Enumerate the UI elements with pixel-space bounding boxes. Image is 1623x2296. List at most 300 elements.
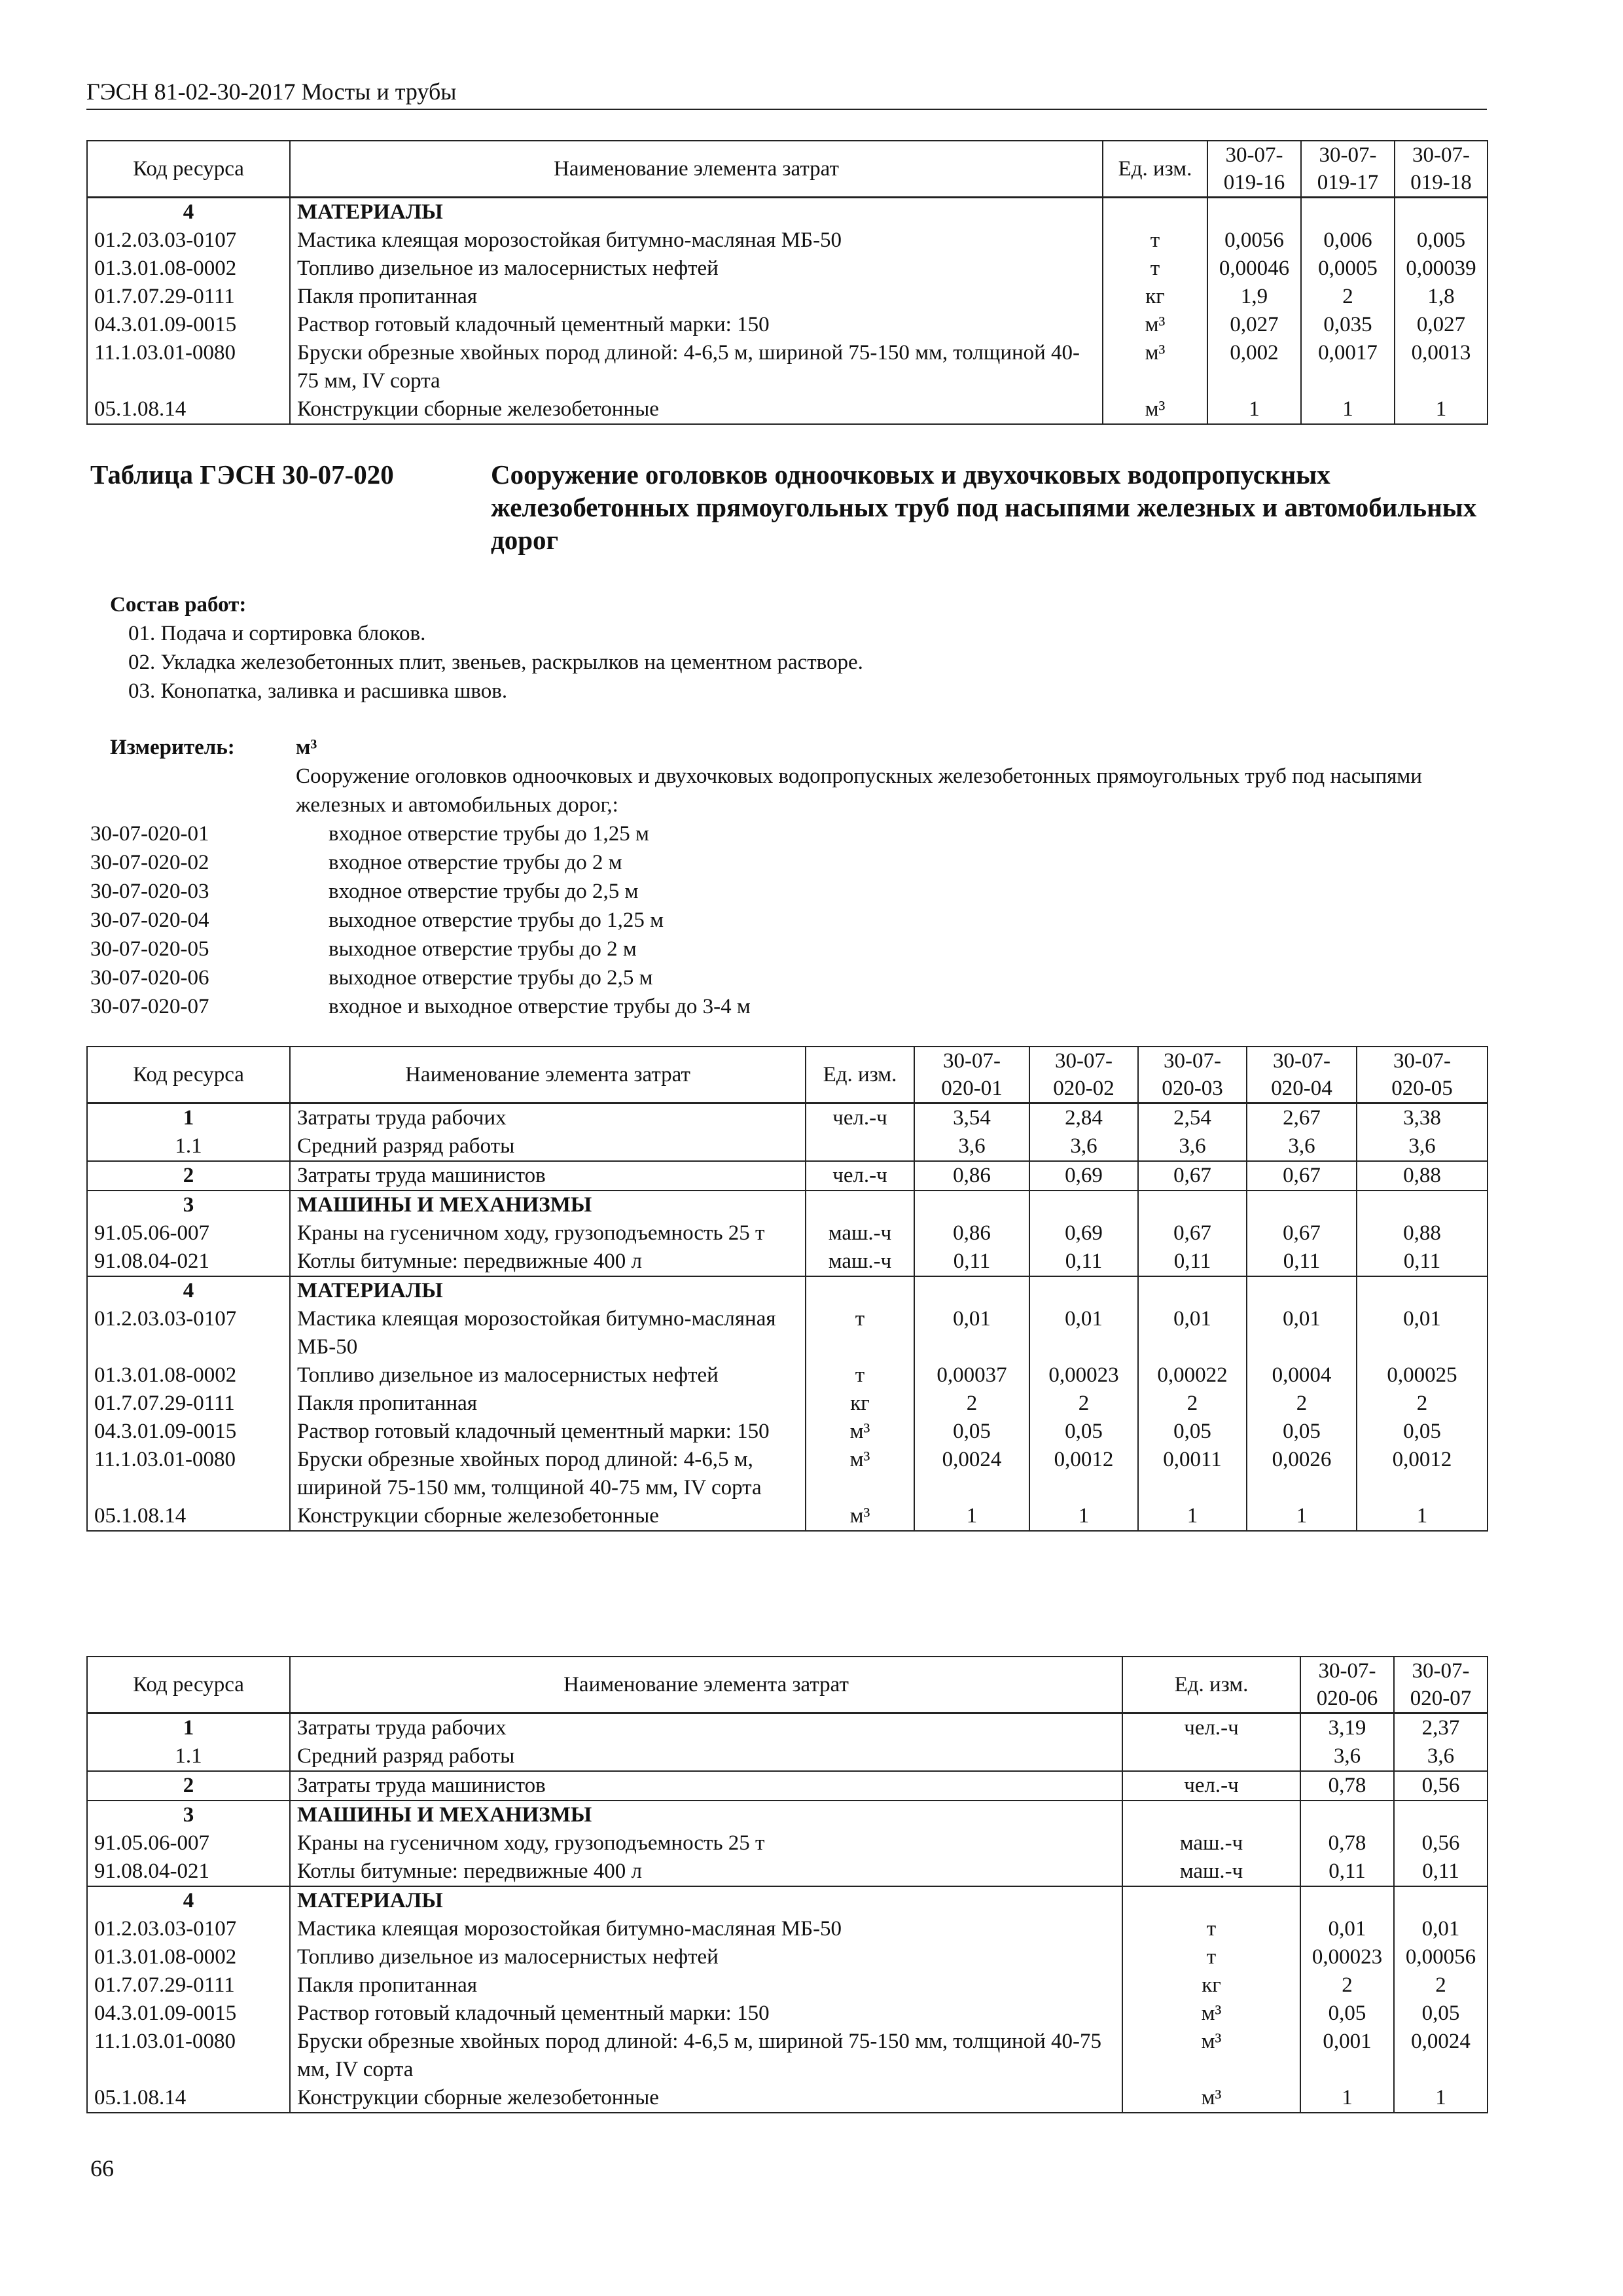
norm-item bbox=[90, 906, 751, 935]
table-row bbox=[87, 255, 1488, 283]
resource-name: МАШИНЫ И МЕХАНИЗМЫ bbox=[290, 1801, 1122, 1829]
norm-value: 1 bbox=[1300, 2084, 1394, 2113]
resource-code: 11.1.03.01-0080 bbox=[87, 339, 290, 395]
header-norm-code: 30-07- 020-02 bbox=[1029, 1047, 1138, 1103]
resource-code: 4 bbox=[87, 1276, 290, 1305]
resource-name: Бруски обрезные хвойных пород длиной: 4-6,5 м, шириной 75-150 мм, толщиной 40-75 мм, IV сорта bbox=[290, 339, 1103, 395]
norm-value: 0,56 bbox=[1394, 1829, 1488, 1857]
norm-list bbox=[90, 819, 751, 1021]
norm-value: 0,0013 bbox=[1395, 339, 1488, 395]
norm-value: 0,78 bbox=[1300, 1829, 1394, 1857]
resource-name: Пакля пропитанная bbox=[290, 283, 1103, 311]
norm-value: 0,69 bbox=[1029, 1161, 1138, 1191]
norm-value: 0,78 bbox=[1300, 1771, 1394, 1801]
norm-value: 0,00046 bbox=[1207, 255, 1301, 283]
norm-value: 0,67 bbox=[1247, 1219, 1357, 1247]
table-row bbox=[87, 1276, 1488, 1305]
resource-name: Краны на гусеничном ходу, грузоподъемность 25 т bbox=[290, 1829, 1122, 1857]
resource-code: 91.08.04-021 bbox=[87, 1857, 290, 1886]
table-row bbox=[87, 1446, 1488, 1502]
header-norm-code: 30-07- 020-04 bbox=[1247, 1047, 1357, 1103]
table-header-row bbox=[87, 1047, 1488, 1103]
norm-value: 1 bbox=[1207, 395, 1301, 424]
table-row bbox=[87, 339, 1488, 395]
table-row bbox=[87, 1361, 1488, 1390]
resource-code: 91.08.04-021 bbox=[87, 1247, 290, 1276]
resource-name: Средний разряд работы bbox=[290, 1132, 806, 1161]
norm-value: 0,01 bbox=[1138, 1305, 1247, 1361]
norm-value: 0,0012 bbox=[1357, 1446, 1488, 1502]
norm-value: 1 bbox=[1029, 1502, 1138, 1531]
resource-unit: м³ bbox=[1103, 311, 1207, 339]
norm-item bbox=[90, 848, 751, 877]
composition-title: Состав работ: bbox=[110, 593, 247, 617]
table-row bbox=[87, 1305, 1488, 1361]
resource-code: 11.1.03.01-0080 bbox=[87, 2028, 290, 2084]
resource-unit: маш.-ч bbox=[806, 1219, 914, 1247]
resource-code: 05.1.08.14 bbox=[87, 2084, 290, 2113]
resource-name: Затраты труда машинистов bbox=[290, 1771, 1122, 1801]
table-row bbox=[87, 1801, 1488, 1829]
resource-code: 01.2.03.03-0107 bbox=[87, 1915, 290, 1943]
norm-item bbox=[90, 935, 751, 963]
norm-value: 1 bbox=[914, 1502, 1029, 1531]
header-norm-code: 30-07- 019-17 bbox=[1301, 141, 1395, 198]
resource-name: МАШИНЫ И МЕХАНИЗМЫ bbox=[290, 1191, 806, 1219]
norm-value: 0,00023 bbox=[1300, 1943, 1394, 1971]
norm-value: 0,67 bbox=[1247, 1161, 1357, 1191]
norm-value: 0,01 bbox=[1029, 1305, 1138, 1361]
norm-value: 0,0012 bbox=[1029, 1446, 1138, 1502]
norm-value bbox=[1247, 1276, 1357, 1305]
norm-value: 0,00037 bbox=[914, 1361, 1029, 1390]
table-row bbox=[87, 1829, 1488, 1857]
page-header: ГЭСН 81-02-30-2017 Мосты и трубы bbox=[86, 77, 1487, 110]
resource-unit: маш.-ч bbox=[806, 1247, 914, 1276]
resource-unit bbox=[1122, 1886, 1300, 1915]
header-code: Код ресурса bbox=[87, 141, 290, 198]
resource-code: 04.3.01.09-0015 bbox=[87, 311, 290, 339]
norm-code: 30-07-020-05 bbox=[90, 937, 209, 961]
table-row bbox=[87, 1915, 1488, 1943]
table-row bbox=[87, 1191, 1488, 1219]
norm-value: 0,00023 bbox=[1029, 1361, 1138, 1390]
table-header-row bbox=[87, 141, 1488, 198]
resource-code: 2 bbox=[87, 1771, 290, 1801]
norm-value: 0,05 bbox=[1029, 1418, 1138, 1446]
table-row bbox=[87, 1713, 1488, 1743]
header-norm-code: 30-07- 019-18 bbox=[1395, 141, 1488, 198]
norm-value bbox=[1207, 198, 1301, 227]
norm-value: 0,0017 bbox=[1301, 339, 1395, 395]
norm-value: 0,00022 bbox=[1138, 1361, 1247, 1390]
resource-unit: т bbox=[1122, 1943, 1300, 1971]
table-code-title: Таблица ГЭСН 30-07-020 bbox=[90, 459, 394, 490]
resource-code: 01.7.07.29-0111 bbox=[87, 1390, 290, 1418]
norm-value: 0,0011 bbox=[1138, 1446, 1247, 1502]
norm-value: 0,002 bbox=[1207, 339, 1301, 395]
norm-value: 0,05 bbox=[1357, 1418, 1488, 1446]
norm-value: 2 bbox=[1357, 1390, 1488, 1418]
resource-code: 01.7.07.29-0111 bbox=[87, 1971, 290, 2000]
resource-code: 1 bbox=[87, 1103, 290, 1133]
resource-name: Краны на гусеничном ходу, грузоподъемность 25 т bbox=[290, 1219, 806, 1247]
norm-value bbox=[1301, 198, 1395, 227]
table-row bbox=[87, 1886, 1488, 1915]
norm-value: 3,6 bbox=[914, 1132, 1029, 1161]
norm-value: 0,0026 bbox=[1247, 1446, 1357, 1502]
norm-value: 2 bbox=[1394, 1971, 1488, 2000]
resource-name: Мастика клеящая морозостойкая битумно-масляная МБ-50 bbox=[290, 1305, 806, 1361]
norm-value: 2,37 bbox=[1394, 1713, 1488, 1743]
page-number: 66 bbox=[90, 2155, 114, 2181]
norm-value: 1,8 bbox=[1395, 283, 1488, 311]
norm-value: 0,01 bbox=[1394, 1915, 1488, 1943]
cost-table-020-b bbox=[86, 1656, 1488, 2113]
resource-unit: кг bbox=[806, 1390, 914, 1418]
resource-unit bbox=[806, 1132, 914, 1161]
norm-value: 0,05 bbox=[914, 1418, 1029, 1446]
norm-code: 30-07-020-06 bbox=[90, 966, 209, 990]
norm-value bbox=[1247, 1191, 1357, 1219]
table-row bbox=[87, 1771, 1488, 1801]
resource-unit: чел.-ч bbox=[1122, 1713, 1300, 1743]
header-unit: Ед. изм. bbox=[1103, 141, 1207, 198]
resource-unit: маш.-ч bbox=[1122, 1829, 1300, 1857]
meter-label: Измеритель: bbox=[110, 736, 235, 759]
norm-value: 2 bbox=[1247, 1390, 1357, 1418]
norm-value: 3,6 bbox=[1138, 1132, 1247, 1161]
resource-unit: м³ bbox=[806, 1418, 914, 1446]
norm-value bbox=[1138, 1276, 1247, 1305]
norm-value: 0,01 bbox=[1357, 1305, 1488, 1361]
resource-unit: чел.-ч bbox=[806, 1103, 914, 1133]
norm-text: входное отверстие трубы до 2,5 м bbox=[329, 880, 639, 903]
table-row bbox=[87, 226, 1488, 255]
table-row bbox=[87, 2084, 1488, 2113]
table-row bbox=[87, 1103, 1488, 1133]
header-unit: Ед. изм. bbox=[806, 1047, 914, 1103]
header-name: Наименование элемента затрат bbox=[290, 1047, 806, 1103]
norm-value: 0,0004 bbox=[1247, 1361, 1357, 1390]
work-composition bbox=[110, 590, 863, 706]
table-row bbox=[87, 2000, 1488, 2028]
resource-name: Пакля пропитанная bbox=[290, 1390, 806, 1418]
resource-unit: т bbox=[1103, 226, 1207, 255]
norm-text: входное отверстие трубы до 1,25 м bbox=[329, 822, 649, 846]
resource-code: 91.05.06-007 bbox=[87, 1219, 290, 1247]
norm-value: 0,05 bbox=[1300, 2000, 1394, 2028]
norm-value: 0,05 bbox=[1394, 2000, 1488, 2028]
resource-code: 1.1 bbox=[87, 1132, 290, 1161]
resource-name: Топливо дизельное из малосернистых нефтей bbox=[290, 255, 1103, 283]
resource-name: Раствор готовый кладочный цементный марки: 150 bbox=[290, 1418, 806, 1446]
norm-value: 0,001 bbox=[1300, 2028, 1394, 2084]
composition-item: 03. Конопатка, заливка и расшивка швов. bbox=[128, 679, 508, 703]
resource-code: 2 bbox=[87, 1161, 290, 1191]
norm-value: 0,0005 bbox=[1301, 255, 1395, 283]
resource-name: Затраты труда машинистов bbox=[290, 1161, 806, 1191]
norm-value: 2 bbox=[914, 1390, 1029, 1418]
norm-value: 1 bbox=[1247, 1502, 1357, 1531]
norm-value bbox=[914, 1191, 1029, 1219]
norm-value: 3,6 bbox=[1300, 1742, 1394, 1771]
norm-value: 1 bbox=[1357, 1502, 1488, 1531]
resource-name: Конструкции сборные железобетонные bbox=[290, 2084, 1122, 2113]
header-norm-code: 30-07- 020-05 bbox=[1357, 1047, 1488, 1103]
resource-name: Топливо дизельное из малосернистых нефтей bbox=[290, 1943, 1122, 1971]
table-row bbox=[87, 1390, 1488, 1418]
resource-name: Затраты труда рабочих bbox=[290, 1713, 1122, 1743]
resource-code: 3 bbox=[87, 1801, 290, 1829]
table-row bbox=[87, 311, 1488, 339]
table-row bbox=[87, 395, 1488, 424]
norm-value: 1 bbox=[1301, 395, 1395, 424]
norm-value bbox=[1138, 1191, 1247, 1219]
resource-unit bbox=[1122, 1801, 1300, 1829]
norm-code: 30-07-020-07 bbox=[90, 995, 209, 1018]
norm-value: 0,67 bbox=[1138, 1219, 1247, 1247]
norm-value bbox=[1029, 1276, 1138, 1305]
norm-item bbox=[90, 992, 751, 1021]
resource-name: Котлы битумные: передвижные 400 л bbox=[290, 1857, 1122, 1886]
resource-code: 04.3.01.09-0015 bbox=[87, 1418, 290, 1446]
norm-value: 2,54 bbox=[1138, 1103, 1247, 1133]
norm-code: 30-07-020-03 bbox=[90, 880, 209, 903]
table-title: Сооружение оголовков одноочковых и двухочковых водопропускных железобетонных прямоугольных труб под насыпями железных и автомобильных дорог bbox=[491, 459, 1477, 555]
resource-code: 05.1.08.14 bbox=[87, 1502, 290, 1531]
resource-code: 01.7.07.29-0111 bbox=[87, 283, 290, 311]
composition-item: 02. Укладка железобетонных плит, звеньев, раскрылков на цементном растворе. bbox=[128, 651, 863, 674]
header-name: Наименование элемента затрат bbox=[290, 1657, 1122, 1713]
norm-value bbox=[1394, 1801, 1488, 1829]
norm-value: 0,11 bbox=[1394, 1857, 1488, 1886]
norm-text: входное и выходное отверстие трубы до 3-4 м bbox=[329, 995, 751, 1018]
norm-value bbox=[1300, 1886, 1394, 1915]
norm-value bbox=[1029, 1191, 1138, 1219]
norm-value: 2 bbox=[1300, 1971, 1394, 2000]
resource-name: Бруски обрезные хвойных пород длиной: 4-6,5 м, шириной 75-150 мм, толщиной 40-75 мм, IV сорта bbox=[290, 2028, 1122, 2084]
resource-name: Котлы битумные: передвижные 400 л bbox=[290, 1247, 806, 1276]
norm-value: 0,11 bbox=[1247, 1247, 1357, 1276]
norm-value: 0,11 bbox=[1138, 1247, 1247, 1276]
norm-value bbox=[1395, 198, 1488, 227]
norm-value: 0,0024 bbox=[1394, 2028, 1488, 2084]
norm-text: выходное отверстие трубы до 2 м bbox=[329, 937, 637, 961]
norm-value: 0,0024 bbox=[914, 1446, 1029, 1502]
resource-code: 4 bbox=[87, 198, 290, 227]
resource-unit: кг bbox=[1122, 1971, 1300, 2000]
norm-item bbox=[90, 819, 751, 848]
norm-value: 3,54 bbox=[914, 1103, 1029, 1133]
norm-value: 0,00039 bbox=[1395, 255, 1488, 283]
resource-code: 01.3.01.08-0002 bbox=[87, 1943, 290, 1971]
norm-text: выходное отверстие трубы до 2,5 м bbox=[329, 966, 653, 990]
cost-table-019 bbox=[86, 140, 1488, 425]
resource-code: 4 bbox=[87, 1886, 290, 1915]
norm-value: 1 bbox=[1395, 395, 1488, 424]
resource-unit: кг bbox=[1103, 283, 1207, 311]
norm-value: 2,67 bbox=[1247, 1103, 1357, 1133]
resource-unit: чел.-ч bbox=[806, 1161, 914, 1191]
resource-code: 1.1 bbox=[87, 1742, 290, 1771]
table-row bbox=[87, 1219, 1488, 1247]
resource-name: МАТЕРИАЛЫ bbox=[290, 1276, 806, 1305]
norm-value: 0,006 bbox=[1301, 226, 1395, 255]
resource-unit: м³ bbox=[1103, 339, 1207, 395]
table-row bbox=[87, 1971, 1488, 2000]
composition-item: 01. Подача и сортировка блоков. bbox=[128, 622, 426, 645]
table-row bbox=[87, 1418, 1488, 1446]
norm-value: 3,6 bbox=[1357, 1132, 1488, 1161]
resource-code: 04.3.01.09-0015 bbox=[87, 2000, 290, 2028]
header-norm-code: 30-07- 019-16 bbox=[1207, 141, 1301, 198]
norm-value: 0,035 bbox=[1301, 311, 1395, 339]
resource-code: 01.2.03.03-0107 bbox=[87, 1305, 290, 1361]
table-row bbox=[87, 283, 1488, 311]
norm-value: 0,11 bbox=[914, 1247, 1029, 1276]
resource-code: 11.1.03.01-0080 bbox=[87, 1446, 290, 1502]
norm-value: 2 bbox=[1029, 1390, 1138, 1418]
resource-name: Средний разряд работы bbox=[290, 1742, 1122, 1771]
norm-value: 0,88 bbox=[1357, 1161, 1488, 1191]
resource-unit bbox=[1122, 1742, 1300, 1771]
table-row bbox=[87, 1247, 1488, 1276]
header-unit: Ед. изм. bbox=[1122, 1657, 1300, 1713]
resource-name: Бруски обрезные хвойных пород длиной: 4-6,5 м, шириной 75-150 мм, толщиной 40-75 мм, IV сорта bbox=[290, 1446, 806, 1502]
norm-item bbox=[90, 963, 751, 992]
resource-unit: т bbox=[1103, 255, 1207, 283]
header-norm-code: 30-07- 020-01 bbox=[914, 1047, 1029, 1103]
resource-unit: м³ bbox=[1122, 2028, 1300, 2084]
resource-code: 91.05.06-007 bbox=[87, 1829, 290, 1857]
cost-table-020-a bbox=[86, 1046, 1488, 1532]
norm-value: 0,0056 bbox=[1207, 226, 1301, 255]
meter-unit: м³ bbox=[296, 736, 317, 759]
resource-unit: т bbox=[806, 1361, 914, 1390]
norm-code: 30-07-020-01 bbox=[90, 822, 209, 846]
header-norm-code: 30-07- 020-06 bbox=[1300, 1657, 1394, 1713]
norm-code: 30-07-020-04 bbox=[90, 908, 209, 932]
resource-unit: м³ bbox=[1103, 395, 1207, 424]
header-name: Наименование элемента затрат bbox=[290, 141, 1103, 198]
norm-value: 0,88 bbox=[1357, 1219, 1488, 1247]
table-row bbox=[87, 1943, 1488, 1971]
table-row bbox=[87, 1857, 1488, 1886]
norm-item bbox=[90, 877, 751, 906]
norm-value: 2 bbox=[1138, 1390, 1247, 1418]
resource-name: Раствор готовый кладочный цементный марки: 150 bbox=[290, 2000, 1122, 2028]
table-row bbox=[87, 1742, 1488, 1771]
resource-unit: т bbox=[1122, 1915, 1300, 1943]
norm-value: 2 bbox=[1301, 283, 1395, 311]
norm-value: 0,56 bbox=[1394, 1771, 1488, 1801]
resource-name: Конструкции сборные железобетонные bbox=[290, 395, 1103, 424]
header-code: Код ресурса bbox=[87, 1657, 290, 1713]
resource-name: Конструкции сборные железобетонные bbox=[290, 1502, 806, 1531]
resource-name: Затраты труда рабочих bbox=[290, 1103, 806, 1133]
table-row bbox=[87, 1502, 1488, 1531]
norm-value: 0,01 bbox=[914, 1305, 1029, 1361]
resource-unit bbox=[806, 1191, 914, 1219]
norm-value: 3,19 bbox=[1300, 1713, 1394, 1743]
norm-value: 0,67 bbox=[1138, 1161, 1247, 1191]
resource-unit: м³ bbox=[806, 1502, 914, 1531]
norm-value: 0,027 bbox=[1395, 311, 1488, 339]
resource-unit: чел.-ч bbox=[1122, 1771, 1300, 1801]
norm-value: 1 bbox=[1394, 2084, 1488, 2113]
norm-value: 3,38 bbox=[1357, 1103, 1488, 1133]
norm-value: 1 bbox=[1138, 1502, 1247, 1531]
table-row bbox=[87, 198, 1488, 227]
norm-value: 0,11 bbox=[1029, 1247, 1138, 1276]
header-code: Код ресурса bbox=[87, 1047, 290, 1103]
resource-unit bbox=[806, 1276, 914, 1305]
resource-name: Топливо дизельное из малосернистых нефтей bbox=[290, 1361, 806, 1390]
norm-value: 0,01 bbox=[1300, 1915, 1394, 1943]
norm-value bbox=[1300, 1801, 1394, 1829]
resource-code: 01.3.01.08-0002 bbox=[87, 1361, 290, 1390]
resource-code: 3 bbox=[87, 1191, 290, 1219]
resource-code: 1 bbox=[87, 1713, 290, 1743]
resource-unit: т bbox=[806, 1305, 914, 1361]
table-row bbox=[87, 2028, 1488, 2084]
norm-value bbox=[1357, 1276, 1488, 1305]
resource-code: 01.2.03.03-0107 bbox=[87, 226, 290, 255]
resource-unit: маш.-ч bbox=[1122, 1857, 1300, 1886]
norm-value: 0,05 bbox=[1247, 1418, 1357, 1446]
header-norm-code: 30-07- 020-03 bbox=[1138, 1047, 1247, 1103]
norm-text: входное отверстие трубы до 2 м bbox=[329, 851, 622, 874]
resource-name: МАТЕРИАЛЫ bbox=[290, 1886, 1122, 1915]
norm-value: 0,00025 bbox=[1357, 1361, 1488, 1390]
resource-code: 01.3.01.08-0002 bbox=[87, 255, 290, 283]
norm-value: 0,11 bbox=[1300, 1857, 1394, 1886]
norm-value: 0,69 bbox=[1029, 1219, 1138, 1247]
norm-value bbox=[914, 1276, 1029, 1305]
norm-code: 30-07-020-02 bbox=[90, 851, 209, 874]
resource-name: Мастика клеящая морозостойкая битумно-масляная МБ-50 bbox=[290, 1915, 1122, 1943]
norm-value: 0,05 bbox=[1138, 1418, 1247, 1446]
norm-value: 0,11 bbox=[1357, 1247, 1488, 1276]
table-row bbox=[87, 1161, 1488, 1191]
resource-name: Пакля пропитанная bbox=[290, 1971, 1122, 2000]
table-header-row bbox=[87, 1657, 1488, 1713]
resource-name: Раствор готовый кладочный цементный марки: 150 bbox=[290, 311, 1103, 339]
norm-text: выходное отверстие трубы до 1,25 м bbox=[329, 908, 664, 932]
resource-code: 05.1.08.14 bbox=[87, 395, 290, 424]
resource-unit bbox=[1103, 198, 1207, 227]
header-norm-code: 30-07- 020-07 bbox=[1394, 1657, 1488, 1713]
resource-name: Мастика клеящая морозостойкая битумно-масляная МБ-50 bbox=[290, 226, 1103, 255]
norm-value bbox=[1394, 1886, 1488, 1915]
norm-value: 0,01 bbox=[1247, 1305, 1357, 1361]
norm-value: 2,84 bbox=[1029, 1103, 1138, 1133]
norm-value: 1,9 bbox=[1207, 283, 1301, 311]
resource-unit: м³ bbox=[1122, 2084, 1300, 2113]
norm-value bbox=[1357, 1191, 1488, 1219]
table-row bbox=[87, 1132, 1488, 1161]
resource-unit: м³ bbox=[806, 1446, 914, 1502]
norm-value: 0,005 bbox=[1395, 226, 1488, 255]
resource-name: МАТЕРИАЛЫ bbox=[290, 198, 1103, 227]
norm-value: 0,86 bbox=[914, 1161, 1029, 1191]
norm-value: 3,6 bbox=[1029, 1132, 1138, 1161]
norm-value: 0,86 bbox=[914, 1219, 1029, 1247]
meter-description: Сооружение оголовков одноочковых и двухочковых водопропускных железобетонных прямоугольных труб под насыпями железных и автомобильных дорог,: bbox=[296, 764, 1422, 817]
norm-value: 0,027 bbox=[1207, 311, 1301, 339]
norm-value: 3,6 bbox=[1247, 1132, 1357, 1161]
